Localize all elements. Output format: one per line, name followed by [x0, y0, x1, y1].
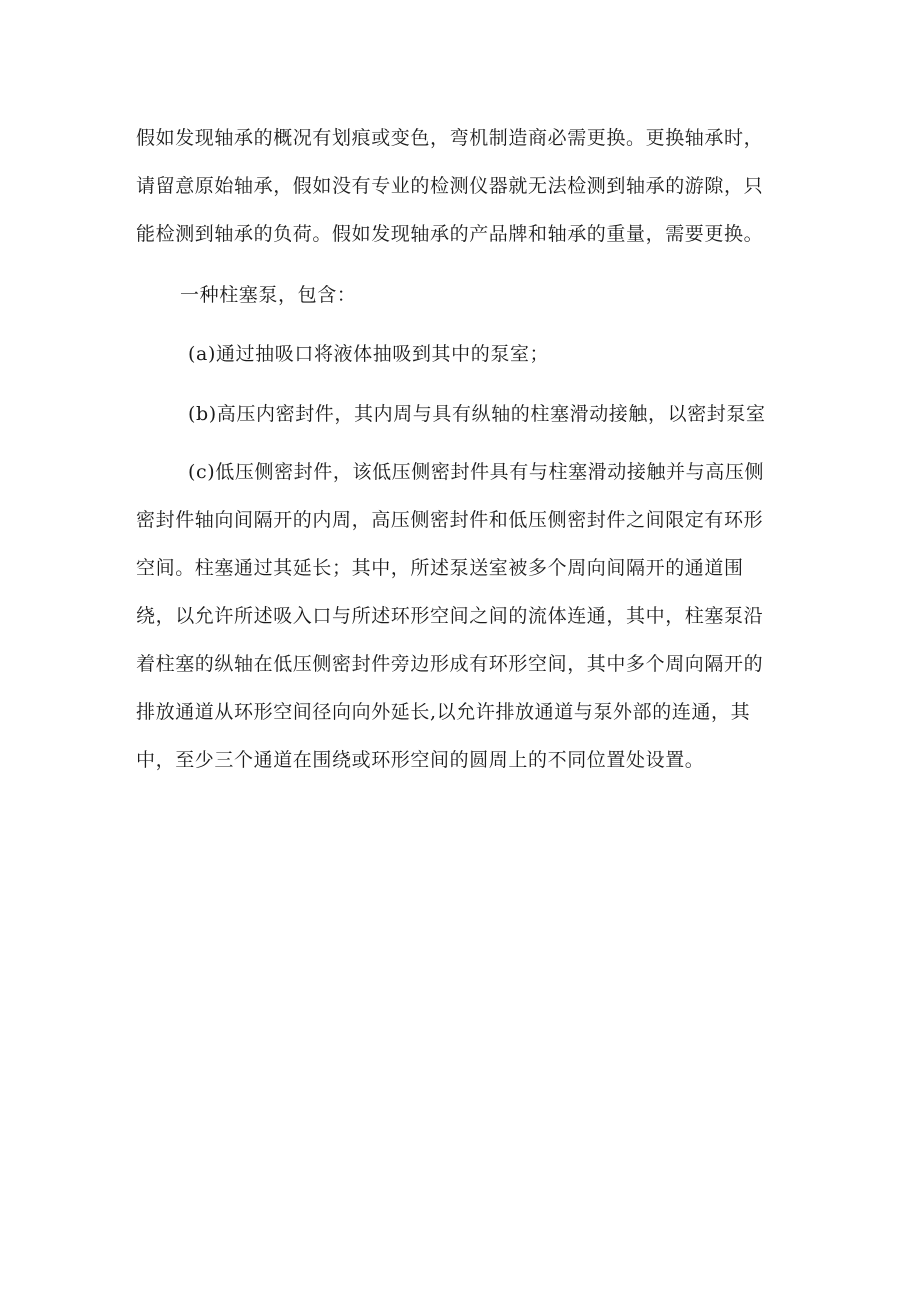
paragraph-line: (c)低压侧密封件，该低压侧密封件具有与柱塞滑动接触并与高压侧	[188, 461, 765, 483]
paragraph-plunger-pump-intro: 一种柱塞泵，包含：	[180, 284, 357, 306]
paragraph-line: 假如发现轴承的概况有划痕或变色，弯机制造商必需更换。更换轴承时，	[136, 127, 764, 149]
paragraph-line: 排放通道从环形空间径向向外延长,以允许排放通道与泵外部的连通，其	[136, 701, 751, 723]
paragraph-line: 空间。柱塞通过其延长；其中，所述泵送室被多个周向间隔开的通道围	[136, 557, 744, 579]
paragraph-line: 密封件轴向间隔开的内周，高压侧密封件和低压侧密封件之间限定有环形	[136, 509, 764, 531]
list-item-b: (b)高压内密封件，其内周与具有纵轴的柱塞滑动接触，以密封泵室	[188, 403, 766, 425]
paragraph-line: 中，至少三个通道在围绕或环形空间的圆周上的不同位置处设置。	[136, 749, 705, 771]
paragraph-line: 能检测到轴承的负荷。假如发现轴承的产品牌和轴承的重量，需要更换。	[136, 223, 764, 245]
list-item-a: (a)通过抽吸口将液体抽吸到其中的泵室；	[188, 343, 550, 365]
paragraph-line: 请留意原始轴承，假如没有专业的检测仪器就无法检测到轴承的游隙，只	[136, 175, 764, 197]
paragraph-line: 着柱塞的纵轴在低压侧密封件旁边形成有环形空间，其中多个周向隔开的	[136, 653, 764, 675]
paragraph-line: 绕，以允许所述吸入口与所述环形空间之间的流体连通，其中，柱塞泵沿	[136, 605, 764, 627]
